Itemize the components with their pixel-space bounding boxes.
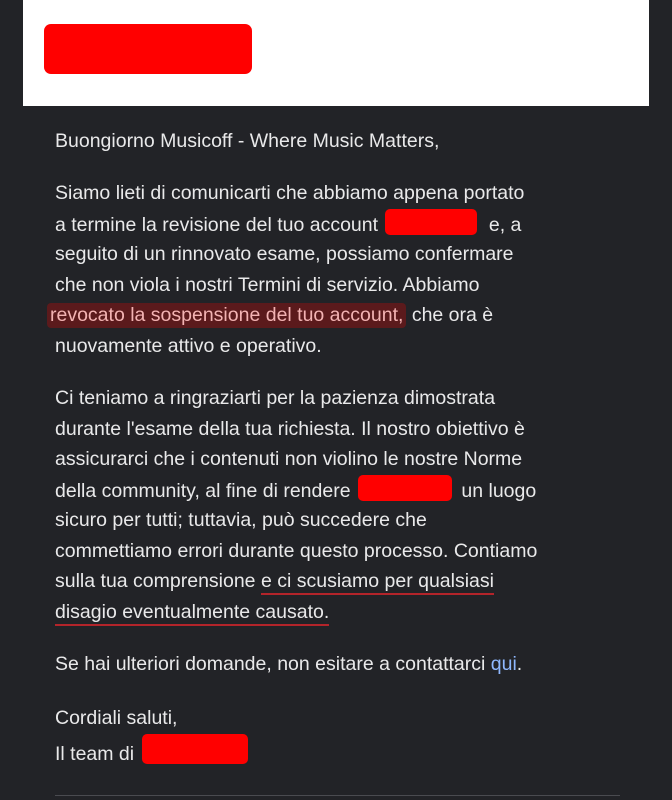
contact-link[interactable]: qui <box>490 653 517 675</box>
p1-line-2 <box>55 209 625 240</box>
signoff-line-1: Cordiali saluti, <box>55 707 178 729</box>
greeting <box>55 126 625 157</box>
greeting-text: Buongiorno Musicoff - Where Music Matters, <box>55 130 440 152</box>
underlined-apology-text-end: disagio eventualmente causato. <box>55 601 329 626</box>
p2-line-7-text: sulla tua comprensione <box>55 570 256 592</box>
p3-line-1 <box>55 649 625 680</box>
signoff-line-2 <box>55 734 625 765</box>
p2-line-3: assicurarci che i contenuti non violino le nostre Norme <box>55 448 523 470</box>
p2-line-2: durante l'esame della tua richiesta. Il nostro obiettivo è <box>55 417 525 440</box>
p2-line-6: commettiamo errori durante questo processo. Contiamo <box>55 539 538 562</box>
p2-line-4-text: della community, al fine di rendere <box>55 479 351 502</box>
p1-line-5 <box>50 300 625 331</box>
p2-line-7 <box>55 566 625 597</box>
email-header-banner <box>23 0 649 106</box>
highlighted-reinstatement-text: revocato la sospensione del tuo account, <box>47 303 406 328</box>
paragraph-3 <box>55 649 625 680</box>
redacted-account-name <box>385 209 477 235</box>
p1-line-4: che non viola i nostri Termini di servizio. Abbiamo <box>55 273 480 296</box>
p1-line-3: seguito di un rinnovato esame, possiamo confermare <box>55 243 514 265</box>
contact-period: . <box>516 653 523 675</box>
contact-text: Se hai ulteriori domande, non esitare a contattarci <box>55 653 486 675</box>
p1-line-6: nuovamente attivo e operativo. <box>55 334 322 357</box>
p2-line-5: sicuro per tutti; tuttavia, può succedere che <box>55 509 427 531</box>
p1-line-1: Siamo lieti di comunicarti che abbiamo appena portato <box>55 182 525 204</box>
p2-line-4 <box>55 475 625 506</box>
underlined-apology-text: e ci scusiamo per qualsiasi <box>261 570 494 595</box>
redacted-logo <box>44 24 252 74</box>
p2-line-1: Ci teniamo a ringraziarti per la pazienza dimostrata <box>55 387 496 409</box>
p1-line-5-end: che ora è <box>411 304 494 326</box>
redacted-platform-name <box>358 475 452 501</box>
signoff-team-text: Il team di <box>55 742 135 765</box>
redacted-team-name <box>142 734 248 764</box>
paragraph-1 <box>50 178 625 361</box>
p1-line-2-text: a termine la revisione del tuo account <box>55 213 379 236</box>
p2-line-8 <box>55 597 625 628</box>
footer-divider <box>55 795 620 796</box>
signoff <box>55 703 625 764</box>
p2-line-4-end: un luogo <box>461 479 537 502</box>
p1-line-2-end: e, a <box>488 213 522 236</box>
paragraph-2 <box>55 383 625 627</box>
